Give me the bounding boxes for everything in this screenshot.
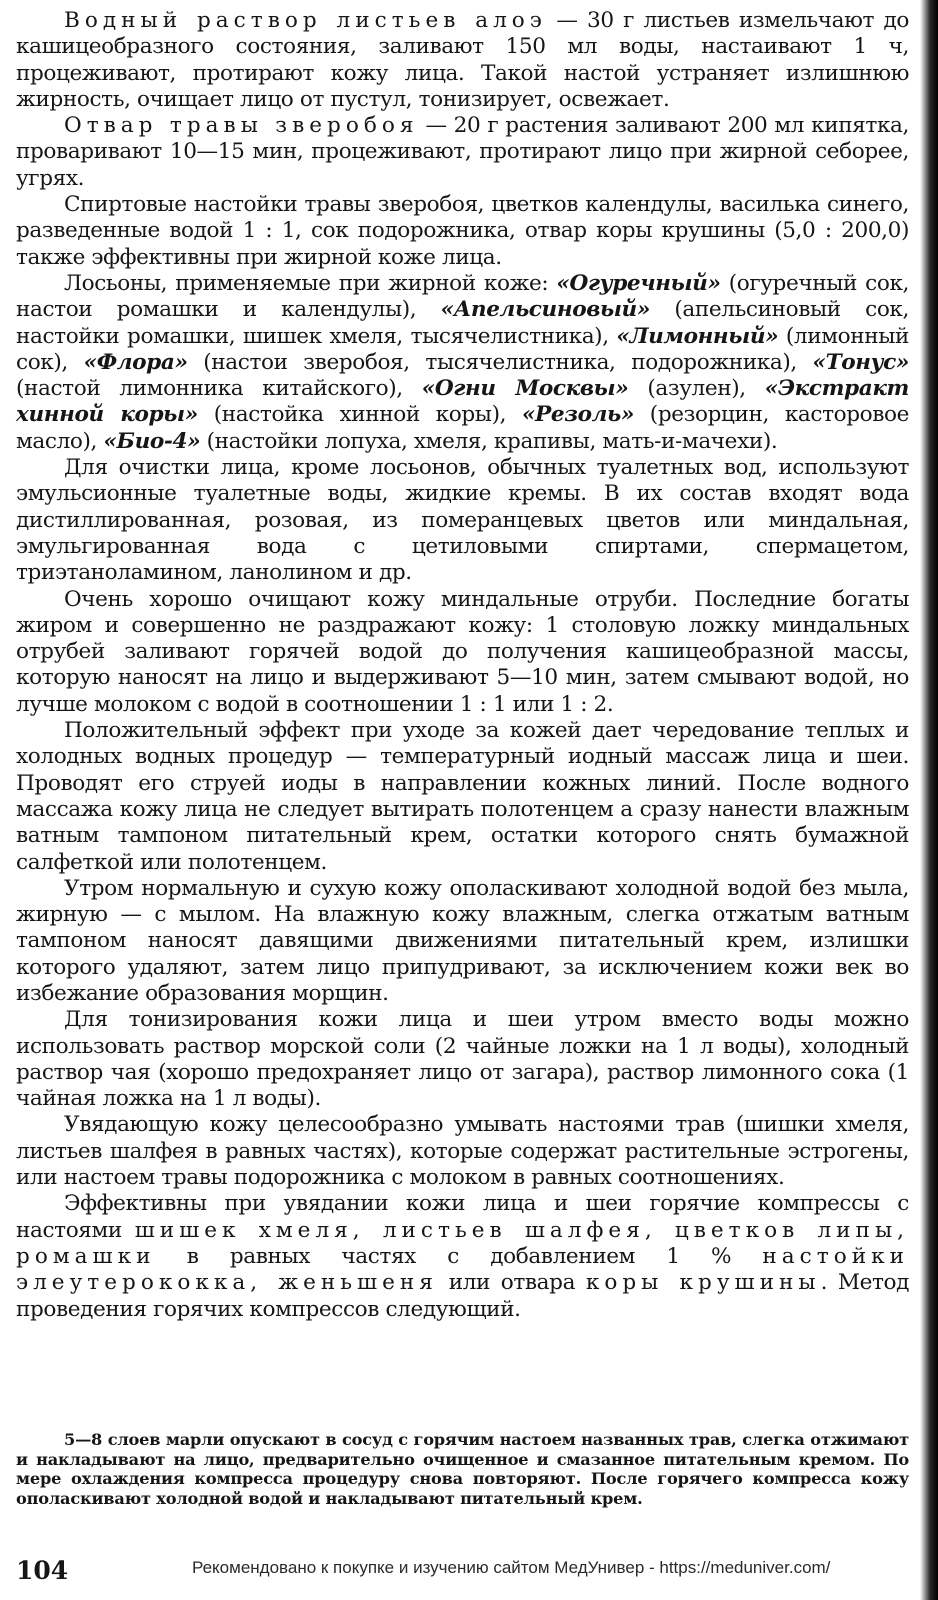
paragraph-text: (настой лимонника китайского), (16, 376, 422, 402)
lotion-name: «Огуречный» (556, 270, 721, 296)
paragraph (16, 1112, 909, 1191)
paragraph-text: (лимонный сок), (16, 323, 909, 375)
page-number: 104 (16, 1556, 69, 1585)
emphasized-term: Отвар травы зверобоя (64, 113, 419, 139)
paragraph (16, 271, 909, 455)
paragraph-text: (настойки лопуха, хмеля, крапивы, мать-и-мачехи). (200, 428, 778, 454)
scan-edge-shadow (920, 0, 938, 1600)
emphasized-term: коры крушины (585, 1270, 821, 1296)
footnote-text: 5—8 слоев марли опускают в сосуд с горячим настоем названных трав, слегка отжимают и накладывают на лицо, предварительно очищенное и смазанное питательным кремом. По мере охлаждения компресса процедуру снова повторяют. После горячего компресса кожу ополаскивают холодной водой и накладывают питательный крем. (16, 1430, 909, 1508)
paragraph-text: Для очистки лица, кроме лосьонов, обычных туалетных вод, используют эмульсионные туалетные воды, жидкие кремы. В их состав входят вода дистиллированная, розовая, из померанцевых цветов или миндальная, эмульгированная вода с цетиловыми спиртами, спермацетом, триэтаноламином, ланолином и др. (16, 455, 909, 586)
paragraph-text: Для тонизирования кожи лица и шеи утром вместо воды можно использовать раствор морской соли (2 чайные ложки на 1 л воды), холодный раствор чая (хорошо предохраняет лицо от загара), раствор лимонного сока (1 чайная ложка на 1 л воды). (16, 1007, 909, 1112)
emphasized-term: шишек хмеля, листьев шалфея, цветков липы, ромашки (16, 1217, 910, 1269)
paragraph (16, 1007, 909, 1112)
paragraph-text: — 30 г листьев измельчают до кашицеобразного состояния, заливают 150 мл воды, настаивают 1 ч, процеживают, протирают кожу лица. Такой настой устраняет излишнюю жирность, очищает лицо от пустул, тонизирует, освежает. (16, 8, 909, 112)
paragraph (16, 1191, 909, 1322)
paragraph-text: (настойка хинной коры), (197, 402, 522, 428)
lotion-name: «Огни Москвы» (421, 376, 629, 402)
paragraph (16, 8, 909, 113)
paragraph-text: (азулен), (628, 376, 765, 402)
paragraph-text: (огуречный сок, настои ромашки и календулы), (16, 270, 909, 323)
paragraph-text: или отвара (437, 1270, 586, 1296)
paragraph (16, 113, 909, 192)
lotion-name: «Био-4» (103, 428, 201, 454)
paragraph-text: (настои зверобоя, тысячелистника, подорожника), (187, 349, 813, 375)
paragraph-text: в равных частях с добавлением 1 % (155, 1243, 763, 1269)
paragraph-text: . Метод проведения горячих компрессов следующий. (16, 1270, 909, 1322)
paragraph-text: — 20 г растения заливают 200 мл кипятка, проваривают 10—15 мин, процеживают, протирают лицо при жирной себорее, угрях. (16, 113, 909, 191)
paragraph-text: Положительный эффект при уходе за кожей дает чередование теплых и холодных водных процедур — температурный иодный массаж лица и шеи. Проводят его струей иоды в направлении кожных линий. После водного массажа кожу лица не следует вытирать полотенцем а сразу нанести влажным ватным тампоном питательный крем, остатки которого снять бумажной салфеткой или полотенцем. (16, 718, 909, 875)
emphasized-term: настойки элеутерококка, женьшеня (16, 1243, 909, 1296)
lotion-name: «Тонус» (812, 349, 910, 375)
paragraph-text: (апельсиновый сок, настойки ромашки, шишек хмеля, тысячелистника), (16, 297, 909, 349)
paragraph (16, 718, 909, 876)
paragraph-text: Лосьоны, применяемые при жирной коже: (64, 270, 557, 296)
paragraph (16, 455, 909, 586)
lotion-name: «Экстракт хинной коры» (16, 376, 909, 428)
paragraph (16, 587, 909, 718)
page-body-text (16, 8, 909, 1323)
paragraph (16, 876, 909, 1007)
emphasized-term: Водный раствор листьев алоэ (64, 8, 547, 33)
watermark-text: Рекомендовано к покупке и изучению сайтом МедУнивер - https://meduniver.com/ (192, 1558, 831, 1577)
lotion-name: «Резоль» (521, 402, 634, 428)
lotion-name: «Апельсиновый» (440, 297, 650, 323)
lotion-name: «Флора» (83, 349, 188, 375)
paragraph-text: Спиртовые настойки травы зверобоя, цветков календулы, василька синего, разведенные водой 1 : 1, сок подорожника, отвар коры крушины (5,0 : 200,0) также эффективны при жирной коже лица. (16, 192, 909, 270)
lotion-name: «Лимонный» (616, 323, 779, 349)
paragraph (16, 192, 909, 271)
paragraph-text: Утром нормальную и сухую кожу ополаскивают холодной водой без мыла, жирную — с мылом. На влажную кожу влажным, слегка отжатым ватным тампоном наносят давящими движениями питательный крем, излишки которого удаляют, затем лицо припудривают, за исключением кожи век во избежание образования морщин. (16, 875, 909, 1006)
paragraph-text: Очень хорошо очищают кожу миндальные отруби. Последние богаты жиром и совершенно не раздражают кожу: 1 столовую ложку миндальных отрубей заливают горячей водой до получения кашицеобразной массы, которую наносят на лицо и выдерживают 5—10 мин, затем смывают водой, но лучше молоком с водой в соотношении 1 : 1 или 1 : 2. (16, 586, 909, 717)
paragraph-text: Эффективны при увядании кожи лица и шеи горячие компрессы с настоями (16, 1191, 909, 1243)
paragraph-text: (резорцин, касторовое масло), (16, 402, 910, 454)
paragraph-text: Увядающую кожу целесообразно умывать настоями трав (шишки хмеля, листьев шалфея в равных частях), которые содержат растительные эстрогены, или настоем травы подорожника с молоком в равных соотношениях. (16, 1112, 909, 1191)
